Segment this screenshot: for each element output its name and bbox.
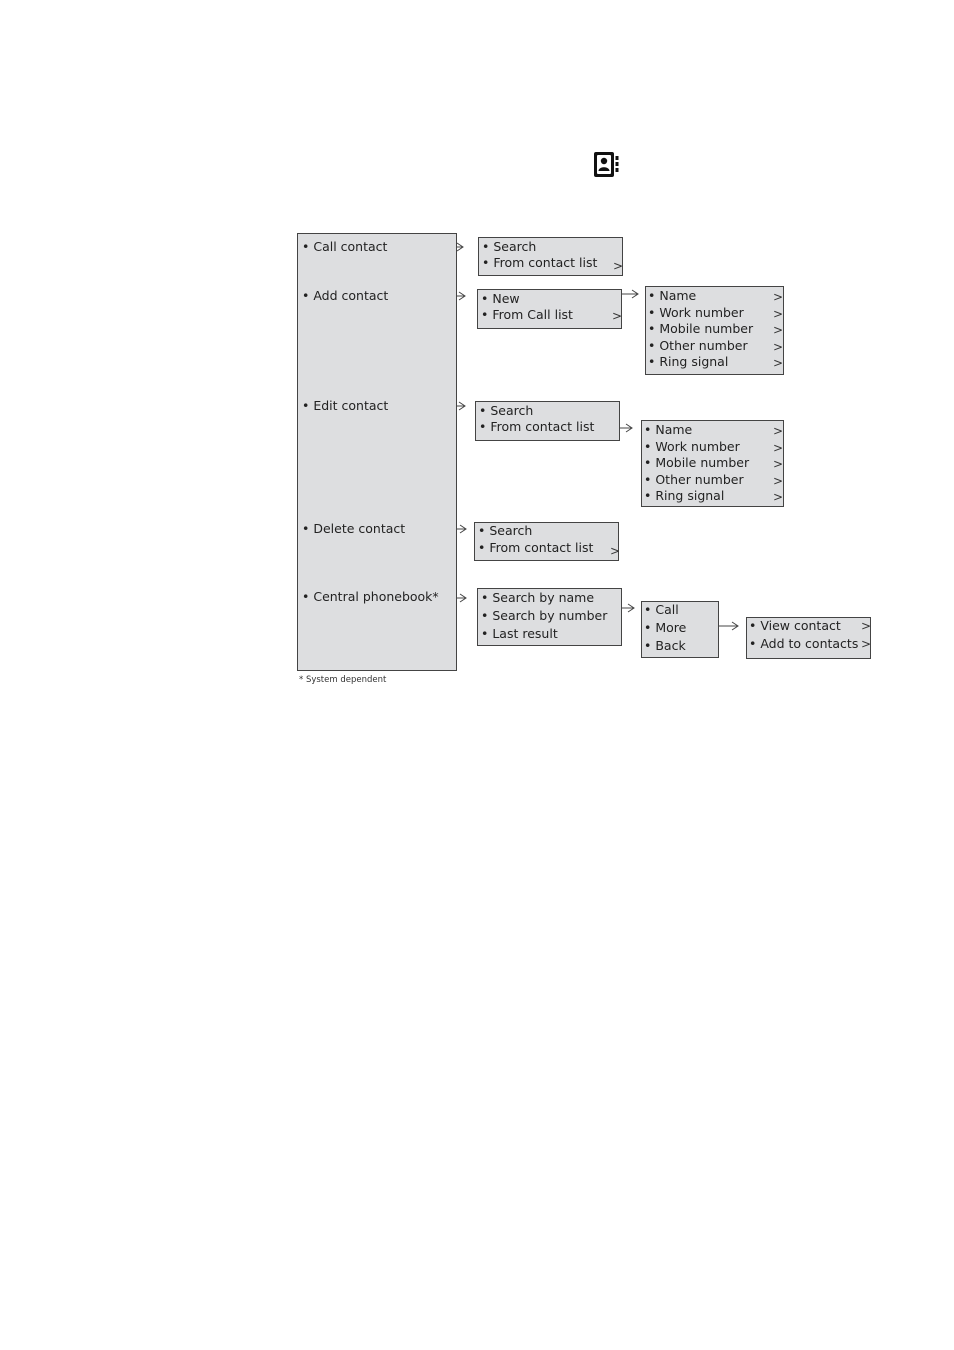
edit-field-other-number[interactable]: • Other number: [644, 472, 744, 487]
add-field-mobile-number[interactable]: • Mobile number: [648, 321, 754, 336]
add-field-ring-more: >: [773, 356, 784, 370]
add-field-name[interactable]: • Name: [648, 288, 697, 303]
central-result-actions: [641, 601, 719, 658]
more-action-add-to-contacts[interactable]: • Add to contacts: [749, 636, 859, 651]
add-field-work-more: >: [773, 307, 784, 321]
call-submenu-more-indicator: >: [613, 259, 624, 273]
delete-submenu-search[interactable]: • Search: [478, 523, 533, 538]
central-submenu-search-by-number[interactable]: • Search by number: [481, 608, 608, 623]
menu-item-call-contact[interactable]: • Call contact: [302, 239, 388, 254]
more-action-view-more: >: [861, 619, 872, 633]
more-action-view-contact[interactable]: • View contact: [749, 618, 841, 633]
menu-item-delete-contact[interactable]: • Delete contact: [302, 521, 406, 536]
edit-field-work-number[interactable]: • Work number: [644, 439, 740, 454]
result-action-back[interactable]: • Back: [644, 638, 686, 653]
main-menu-box: [297, 233, 457, 671]
add-field-mobile-more: >: [773, 323, 784, 337]
edit-field-mobile-number[interactable]: • Mobile number: [644, 455, 750, 470]
footnote-system-dependent: * System dependent: [299, 675, 387, 685]
edit-contact-submenu: [475, 401, 620, 441]
more-actions-box: [746, 617, 871, 659]
edit-field-mobile-more: >: [773, 457, 784, 471]
delete-contact-submenu: [474, 522, 619, 561]
more-action-add-more: >: [861, 637, 872, 651]
result-action-more[interactable]: • More: [644, 620, 687, 635]
call-submenu-search[interactable]: • Search: [482, 239, 537, 254]
call-submenu-from-contact-list[interactable]: • From contact list: [482, 255, 598, 270]
edit-submenu-search[interactable]: • Search: [479, 403, 534, 418]
add-submenu-from-call-list[interactable]: • From Call list: [481, 307, 573, 322]
add-submenu-new[interactable]: • New: [481, 291, 520, 306]
central-phonebook-submenu: [477, 588, 622, 646]
edit-field-ring-more: >: [773, 490, 784, 504]
edit-field-ring-signal[interactable]: • Ring signal: [644, 488, 725, 503]
add-contact-submenu: [477, 289, 622, 329]
add-field-other-number[interactable]: • Other number: [648, 338, 748, 353]
edit-submenu-from-contact-list[interactable]: • From contact list: [479, 419, 595, 434]
add-submenu-more-indicator: >: [612, 309, 623, 323]
result-action-call[interactable]: • Call: [644, 602, 679, 617]
add-field-other-more: >: [773, 340, 784, 354]
add-field-work-number[interactable]: • Work number: [648, 305, 744, 320]
edit-contact-fields: [641, 420, 784, 507]
menu-item-central-phonebook[interactable]: • Central phonebook*: [302, 589, 439, 604]
edit-field-name[interactable]: • Name: [644, 422, 693, 437]
add-contact-fields: [645, 286, 784, 375]
add-field-name-more: >: [773, 290, 784, 304]
delete-submenu-more-indicator: >: [610, 544, 621, 558]
edit-field-work-more: >: [773, 441, 784, 455]
delete-submenu-from-contact-list[interactable]: • From contact list: [478, 540, 594, 555]
central-submenu-last-result[interactable]: • Last result: [481, 626, 558, 641]
menu-item-edit-contact[interactable]: • Edit contact: [302, 398, 389, 413]
add-field-ring-signal[interactable]: • Ring signal: [648, 354, 729, 369]
call-contact-submenu: [478, 237, 623, 276]
edit-field-other-more: >: [773, 474, 784, 488]
edit-field-name-more: >: [773, 424, 784, 438]
central-submenu-search-by-name[interactable]: • Search by name: [481, 590, 595, 605]
menu-item-add-contact[interactable]: • Add contact: [302, 288, 389, 303]
